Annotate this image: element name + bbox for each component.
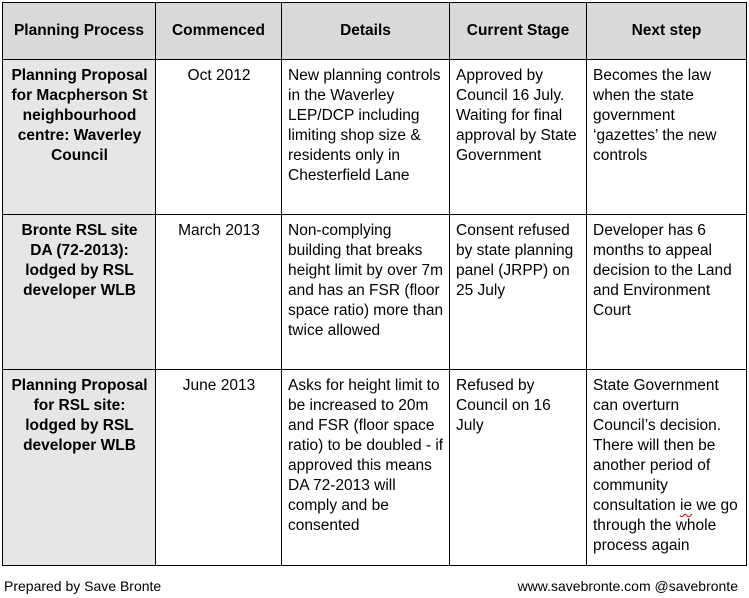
cell-details: Non-complying building that breaks height limit by over 7m and has an FSR (floor space ratio) more than twice allowed [282, 215, 450, 370]
cell-process: Bronte RSL site DA (72-2013): lodged by RSL developer WLB [3, 215, 156, 370]
table-row [3, 370, 747, 566]
footer-prepared-by: Prepared by Save Bronte [4, 578, 162, 594]
header-current-stage: Current Stage [450, 3, 587, 60]
cell-process: Planning Proposal for Macpherson St neighbourhood centre: Waverley Council [3, 60, 156, 215]
cell-process: Planning Proposal for RSL site: lodged by RSL developer WLB [3, 370, 156, 566]
cell-commenced: Oct 2012 [156, 60, 282, 215]
cell-current-stage: Refused by Council on 16 July [450, 370, 587, 566]
cell-details: New planning controls in the Waverley LEP/DCP including limiting shop size & residents only in Chesterfield Lane [282, 60, 450, 215]
cell-details: Asks for height limit to be increased to 20m and FSR (floor space ratio) to be doubled - if approved this means DA 72-2013 will comply and be consented [282, 370, 450, 566]
planning-table [2, 2, 747, 566]
table-row [3, 60, 747, 215]
header-details: Details [282, 3, 450, 60]
cell-next-step: Becomes the law when the state government ‘gazettes’ the new controls [587, 60, 747, 215]
table-row [3, 215, 747, 370]
header-planning-process: Planning Process [3, 3, 156, 60]
cell-next-step [587, 370, 747, 566]
next-step-text-before: State Government can overturn Council’s decision. There will then be another period of community consultation [593, 377, 722, 514]
footer-website: www.savebronte.com @savebronte [517, 578, 738, 594]
spellcheck-flagged-word: ie [680, 497, 693, 514]
cell-current-stage: Consent refused by state planning panel (JRPP) on 25 July [450, 215, 587, 370]
header-row [3, 3, 747, 60]
cell-commenced: March 2013 [156, 215, 282, 370]
cell-next-step: Developer has 6 months to appeal decision to the Land and Environment Court [587, 215, 747, 370]
document-sheet [2, 2, 746, 566]
cell-current-stage: Approved by Council 16 July. Waiting for final approval by State Government [450, 60, 587, 215]
header-next-step: Next step [587, 3, 747, 60]
header-commenced: Commenced [156, 3, 282, 60]
next-step-text-after: we go through the whole process again [593, 497, 738, 554]
footer [4, 577, 744, 597]
cell-commenced: June 2013 [156, 370, 282, 566]
